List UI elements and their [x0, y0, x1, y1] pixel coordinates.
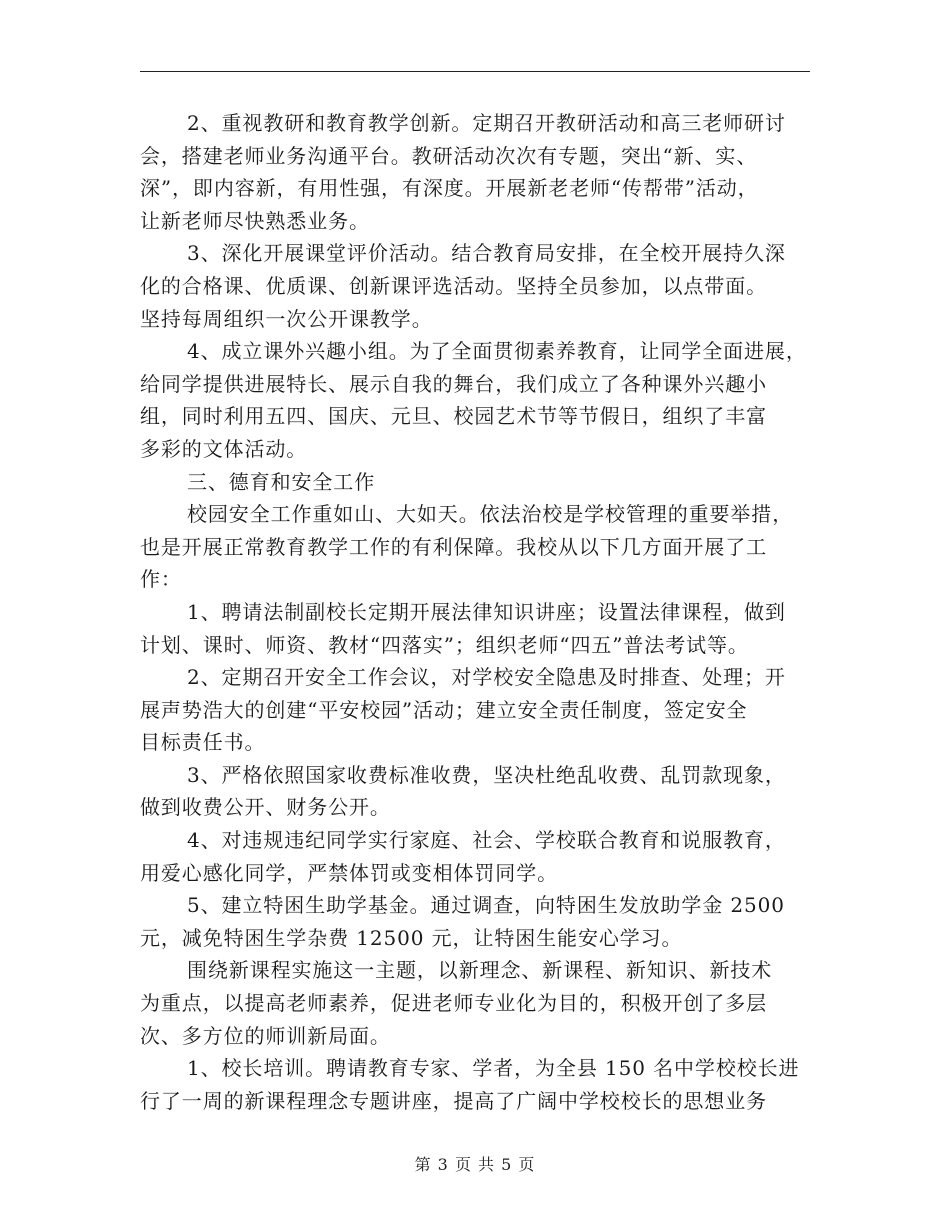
text-line: 元，减免特困生学杂费 12500 元，让特困生能安心学习。 — [140, 925, 683, 950]
text-line: 给同学提供进展特长、展示自我的舞台，我们成立了各种课外兴趣小 — [140, 371, 767, 396]
page-number-footer: 第 3 页 共 5 页 — [414, 1155, 536, 1174]
text-line: 用爱心感化同学，严禁体罚或变相体罚同学。 — [140, 860, 558, 885]
text-line: 为重点，以提高老师素养，促进老师专业化为目的，积极开创了多层 — [140, 991, 767, 1016]
text-line: 三、德育和安全工作 — [187, 469, 376, 494]
text-line: 作： — [140, 567, 182, 592]
text-line: 坚持每周组织一次公开课教学。 — [140, 306, 433, 331]
text-line: 展声势浩大的创建“平安校园”活动；建立安全责任制度，签定安全 — [140, 697, 748, 722]
text-line: 1、聘请法制副校长定期开展法律知识讲座；设置法律课程，做到 — [187, 599, 786, 624]
text-line: 2、重视教研和教育教学创新。定期召开教研活动和高三老师研讨 — [187, 111, 786, 135]
text-line: 目标责任书。 — [140, 730, 266, 755]
document-body — [140, 107, 812, 1117]
text-line: 围绕新课程实施这一主题，以新理念、新课程、新知识、新技术 — [187, 958, 773, 983]
text-line: 也是开展正常教育教学工作的有利保障。我校从以下几方面开展了工 — [140, 534, 767, 559]
text-line: 深”，即内容新，有用性强，有深度。开展新老老师“传帮带”活动， — [140, 176, 759, 201]
text-line: 多彩的文体活动。 — [140, 436, 308, 461]
text-line: 做到收费公开、财务公开。 — [140, 795, 391, 820]
text-line: 次、多方位的师训新局面。 — [140, 1023, 391, 1048]
text-line: 会，搭建老师业务沟通平台。教研活动次次有专题，突出“新、实、 — [140, 143, 758, 168]
text-line: 2、定期召开安全工作会议，对学校安全隐患及时排查、处理；开 — [187, 665, 786, 690]
header-rule — [140, 71, 810, 72]
text-line: 3、深化开展课堂评价活动。结合教育局安排，在全校开展持久深 — [187, 241, 786, 266]
text-line: 3、严格依照国家收费标准收费，坚决杜绝乱收费、乱罚款现象， — [187, 762, 786, 787]
text-line: 1、校长培训。聘请教育专家、学者，为全县 150 名中学校校长进 — [187, 1056, 800, 1081]
text-line: 组，同时利用五四、国庆、元旦、校园艺术节等节假日，组织了丰富 — [140, 404, 767, 429]
text-line: 校园安全工作重如山、大如天。依法治校是学校管理的重要举措， — [187, 502, 794, 527]
text-line: 4、成立课外兴趣小组。为了全面贯彻素养教育，让同学全面进展， — [187, 339, 807, 364]
text-line: 化的合格课、优质课、创新课评选活动。坚持全员参加，以点带面。 — [140, 273, 767, 298]
text-line: 4、对违规违纪同学实行家庭、社会、学校联合教育和说服教育， — [187, 828, 786, 853]
text-line: 计划、课时、师资、教材“四落实”；组织老师“四五”普法考试等。 — [140, 632, 749, 657]
text-line: 行了一周的新课程理念专题讲座，提高了广阔中学校校长的思想业务 — [140, 1088, 767, 1113]
text-line: 5、建立特困生助学基金。通过调查，向特困生发放助学金 2500 — [187, 893, 785, 918]
text-line: 让新老师尽快熟悉业务。 — [140, 208, 370, 233]
